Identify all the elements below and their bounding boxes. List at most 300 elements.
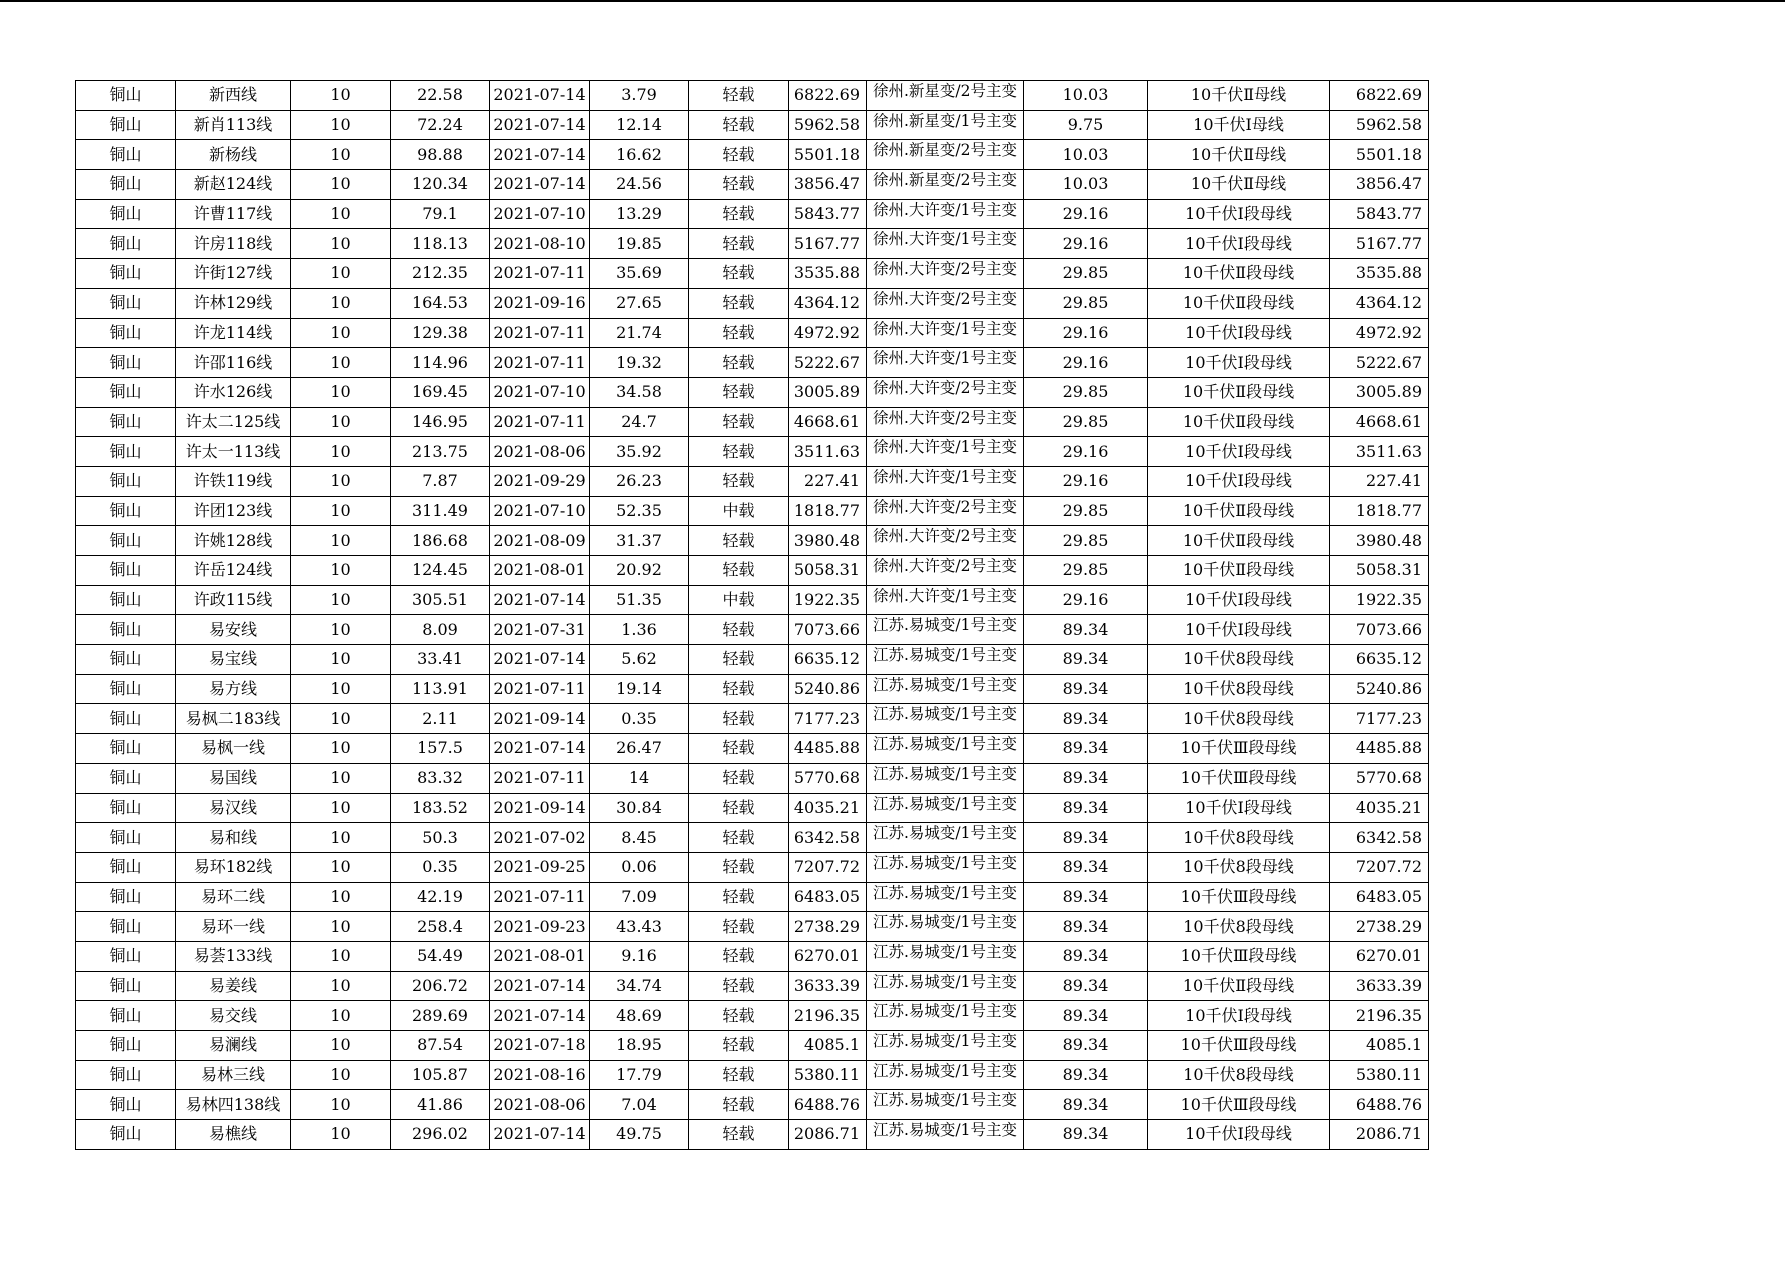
cell-line-name: 许街127线	[176, 259, 291, 289]
cell-transformer-rate: 89.34	[1024, 1090, 1148, 1120]
cell-load-status: 轻载	[689, 793, 789, 823]
cell-load-rate: 26.47	[590, 734, 689, 764]
cell-capacity: 5167.77	[789, 229, 867, 259]
cell-transformer-rate: 89.34	[1024, 1060, 1148, 1090]
cell-line-name: 易环二线	[176, 882, 291, 912]
cell-line-name: 易和线	[176, 823, 291, 853]
cell-load-value: 296.02	[391, 1120, 490, 1150]
cell-date: 2021-07-14	[490, 1120, 590, 1150]
cell-transformer-rate: 89.34	[1024, 734, 1148, 764]
cell-bus-section: 10千伏Ⅱ段母线	[1148, 496, 1330, 526]
cell-date: 2021-08-01	[490, 941, 590, 971]
table-row	[76, 140, 1429, 170]
cell-substation-transformer	[867, 585, 1024, 615]
cell-line-name: 易姜线	[176, 971, 291, 1001]
cell-voltage: 10	[291, 259, 391, 289]
cell-substation-transformer	[867, 199, 1024, 229]
cell-bus-section: 10千伏Ⅱ段母线	[1148, 377, 1330, 407]
cell-transformer-rate: 89.34	[1024, 704, 1148, 734]
cell-remaining-capacity: 5380.11	[1330, 1060, 1429, 1090]
cell-date: 2021-09-14	[490, 704, 590, 734]
table-row	[76, 1120, 1429, 1150]
cell-voltage: 10	[291, 1060, 391, 1090]
cell-bus-section: 10千伏Ⅱ段母线	[1148, 971, 1330, 1001]
cell-substation-transformer	[867, 466, 1024, 496]
cell-capacity: 3856.47	[789, 170, 867, 200]
cell-bus-section: 10千伏Ⅱ母线	[1148, 170, 1330, 200]
cell-district: 铜山	[76, 259, 176, 289]
cell-load-status: 轻载	[689, 823, 789, 853]
cell-load-status: 轻载	[689, 466, 789, 496]
cell-voltage: 10	[291, 1031, 391, 1061]
cell-load-rate: 26.23	[590, 466, 689, 496]
cell-text: 江苏.易城变/1号主变	[873, 853, 1018, 872]
table-row	[76, 229, 1429, 259]
cell-load-value: 83.32	[391, 763, 490, 793]
cell-district: 铜山	[76, 170, 176, 200]
cell-remaining-capacity: 6488.76	[1330, 1090, 1429, 1120]
cell-capacity: 5058.31	[789, 556, 867, 586]
cell-capacity: 2086.71	[789, 1120, 867, 1150]
cell-bus-section: 10千伏8段母线	[1148, 674, 1330, 704]
cell-date: 2021-07-31	[490, 615, 590, 645]
cell-substation-transformer	[867, 912, 1024, 942]
table-row	[76, 110, 1429, 140]
cell-load-value: 7.87	[391, 466, 490, 496]
cell-transformer-rate: 29.16	[1024, 199, 1148, 229]
table-row	[76, 852, 1429, 882]
cell-transformer-rate: 89.34	[1024, 971, 1148, 1001]
cell-load-value: 41.86	[391, 1090, 490, 1120]
cell-voltage: 10	[291, 318, 391, 348]
table-row	[76, 941, 1429, 971]
cell-load-status: 轻载	[689, 407, 789, 437]
cell-load-rate: 31.37	[590, 526, 689, 556]
cell-text: 徐州.大许变/2号主变	[873, 378, 1018, 397]
cell-bus-section: 10千伏8段母线	[1148, 912, 1330, 942]
cell-load-status: 轻载	[689, 704, 789, 734]
table-row	[76, 377, 1429, 407]
cell-capacity: 5380.11	[789, 1060, 867, 1090]
cell-capacity: 2738.29	[789, 912, 867, 942]
cell-transformer-rate: 89.34	[1024, 645, 1148, 675]
cell-remaining-capacity: 4364.12	[1330, 288, 1429, 318]
cell-load-value: 0.35	[391, 852, 490, 882]
cell-load-value: 124.45	[391, 556, 490, 586]
cell-load-status: 轻载	[689, 526, 789, 556]
cell-date: 2021-07-11	[490, 407, 590, 437]
cell-district: 铜山	[76, 81, 176, 111]
cell-voltage: 10	[291, 734, 391, 764]
cell-remaining-capacity: 3511.63	[1330, 437, 1429, 467]
cell-district: 铜山	[76, 585, 176, 615]
cell-district: 铜山	[76, 704, 176, 734]
table-body	[76, 81, 1429, 1150]
cell-remaining-capacity: 3005.89	[1330, 377, 1429, 407]
table-row	[76, 199, 1429, 229]
cell-district: 铜山	[76, 556, 176, 586]
cell-date: 2021-07-14	[490, 110, 590, 140]
cell-load-status: 轻载	[689, 941, 789, 971]
cell-substation-transformer	[867, 882, 1024, 912]
cell-district: 铜山	[76, 852, 176, 882]
cell-line-name: 许林129线	[176, 288, 291, 318]
cell-line-name: 易澜线	[176, 1031, 291, 1061]
cell-text: 徐州.大许变/2号主变	[873, 557, 1018, 575]
cell-load-value: 54.49	[391, 941, 490, 971]
cell-substation-transformer	[867, 615, 1024, 645]
cell-line-name: 新西线	[176, 81, 291, 111]
cell-load-value: 79.1	[391, 199, 490, 229]
cell-date: 2021-07-14	[490, 140, 590, 170]
cell-voltage: 10	[291, 526, 391, 556]
cell-district: 铜山	[76, 734, 176, 764]
cell-substation-transformer	[867, 496, 1024, 526]
cell-date: 2021-09-25	[490, 852, 590, 882]
cell-load-rate: 9.16	[590, 941, 689, 971]
table-row	[76, 734, 1429, 764]
cell-date: 2021-07-14	[490, 81, 590, 111]
table-row	[76, 704, 1429, 734]
cell-remaining-capacity: 4972.92	[1330, 318, 1429, 348]
cell-remaining-capacity: 7207.72	[1330, 852, 1429, 882]
cell-date: 2021-09-29	[490, 466, 590, 496]
cell-load-value: 183.52	[391, 793, 490, 823]
cell-capacity: 5501.18	[789, 140, 867, 170]
cell-remaining-capacity: 1818.77	[1330, 496, 1429, 526]
cell-load-value: 258.4	[391, 912, 490, 942]
cell-load-status: 轻载	[689, 674, 789, 704]
cell-capacity: 6822.69	[789, 81, 867, 111]
cell-load-value: 8.09	[391, 615, 490, 645]
cell-load-rate: 24.7	[590, 407, 689, 437]
cell-load-status: 轻载	[689, 615, 789, 645]
cell-text: 江苏.易城变/1号主变	[873, 972, 1018, 991]
table-row	[76, 466, 1429, 496]
cell-substation-transformer	[867, 259, 1024, 289]
cell-district: 铜山	[76, 1090, 176, 1120]
cell-capacity: 4035.21	[789, 793, 867, 823]
cell-load-rate: 19.85	[590, 229, 689, 259]
cell-text: 江苏.易城变/1号主变	[873, 1002, 1018, 1021]
cell-load-status: 轻载	[689, 259, 789, 289]
cell-substation-transformer	[867, 170, 1024, 200]
cell-substation-transformer	[867, 377, 1024, 407]
cell-substation-transformer	[867, 1120, 1024, 1150]
cell-district: 铜山	[76, 437, 176, 467]
cell-line-name: 易宝线	[176, 645, 291, 675]
cell-district: 铜山	[76, 912, 176, 942]
table-row	[76, 1060, 1429, 1090]
cell-bus-section: 10千伏Ⅱ段母线	[1148, 259, 1330, 289]
cell-bus-section: 10千伏Ⅲ段母线	[1148, 1031, 1330, 1061]
cell-line-name: 新肖113线	[176, 110, 291, 140]
cell-remaining-capacity: 6270.01	[1330, 941, 1429, 971]
cell-bus-section: 10千伏8段母线	[1148, 645, 1330, 675]
cell-line-name: 许岳124线	[176, 556, 291, 586]
cell-load-value: 120.34	[391, 170, 490, 200]
cell-substation-transformer	[867, 348, 1024, 378]
cell-load-status: 轻载	[689, 882, 789, 912]
cell-capacity: 6488.76	[789, 1090, 867, 1120]
cell-district: 铜山	[76, 318, 176, 348]
cell-load-value: 87.54	[391, 1031, 490, 1061]
cell-load-status: 轻载	[689, 645, 789, 675]
cell-load-rate: 1.36	[590, 615, 689, 645]
cell-substation-transformer	[867, 852, 1024, 882]
table-row	[76, 407, 1429, 437]
cell-substation-transformer	[867, 318, 1024, 348]
cell-remaining-capacity: 3535.88	[1330, 259, 1429, 289]
cell-text: 江苏.易城变/1号主变	[873, 883, 1018, 902]
cell-bus-section: 10千伏8段母线	[1148, 852, 1330, 882]
cell-voltage: 10	[291, 941, 391, 971]
cell-voltage: 10	[291, 407, 391, 437]
cell-load-status: 轻载	[689, 1031, 789, 1061]
cell-load-status: 轻载	[689, 1001, 789, 1031]
cell-capacity: 5962.58	[789, 110, 867, 140]
cell-remaining-capacity: 4085.1	[1330, 1031, 1429, 1061]
cell-text: 徐州.新星变/2号主变	[873, 82, 1018, 100]
cell-load-value: 164.53	[391, 288, 490, 318]
cell-substation-transformer	[867, 941, 1024, 971]
cell-capacity: 227.41	[789, 466, 867, 496]
cell-substation-transformer	[867, 793, 1024, 823]
cell-load-rate: 35.92	[590, 437, 689, 467]
cell-text: 徐州.大许变/2号主变	[873, 527, 1018, 546]
feeder-load-table	[75, 80, 1429, 1150]
cell-substation-transformer	[867, 971, 1024, 1001]
cell-capacity: 5240.86	[789, 674, 867, 704]
cell-remaining-capacity: 2738.29	[1330, 912, 1429, 942]
cell-capacity: 1922.35	[789, 585, 867, 615]
cell-transformer-rate: 89.34	[1024, 763, 1148, 793]
cell-capacity: 4485.88	[789, 734, 867, 764]
cell-transformer-rate: 89.34	[1024, 793, 1148, 823]
cell-load-value: 72.24	[391, 110, 490, 140]
cell-bus-section: 10千伏Ⅰ段母线	[1148, 466, 1330, 496]
cell-capacity: 1818.77	[789, 496, 867, 526]
cell-substation-transformer	[867, 763, 1024, 793]
cell-substation-transformer	[867, 1060, 1024, 1090]
cell-load-value: 50.3	[391, 823, 490, 853]
cell-date: 2021-07-11	[490, 348, 590, 378]
cell-bus-section: 10千伏Ⅲ段母线	[1148, 1090, 1330, 1120]
cell-date: 2021-07-11	[490, 259, 590, 289]
table-row	[76, 823, 1429, 853]
cell-text: 江苏.易城变/1号主变	[873, 942, 1018, 961]
cell-text: 江苏.易城变/1号主变	[873, 1061, 1018, 1080]
cell-voltage: 10	[291, 170, 391, 200]
table-row	[76, 556, 1429, 586]
cell-remaining-capacity: 3633.39	[1330, 971, 1429, 1001]
cell-load-status: 中载	[689, 585, 789, 615]
cell-voltage: 10	[291, 140, 391, 170]
cell-text: 徐州.大许变/2号主变	[873, 497, 1018, 516]
cell-capacity: 4972.92	[789, 318, 867, 348]
cell-district: 铜山	[76, 1120, 176, 1150]
cell-date: 2021-07-14	[490, 170, 590, 200]
cell-date: 2021-07-18	[490, 1031, 590, 1061]
cell-load-rate: 19.14	[590, 674, 689, 704]
table-row	[76, 585, 1429, 615]
cell-line-name: 许水126线	[176, 377, 291, 407]
cell-bus-section: 10千伏Ⅰ段母线	[1148, 585, 1330, 615]
cell-capacity: 3511.63	[789, 437, 867, 467]
cell-date: 2021-07-14	[490, 734, 590, 764]
cell-district: 铜山	[76, 823, 176, 853]
table-row	[76, 318, 1429, 348]
table-row	[76, 437, 1429, 467]
cell-load-rate: 8.45	[590, 823, 689, 853]
cell-bus-section: 10千伏Ⅱ段母线	[1148, 288, 1330, 318]
cell-district: 铜山	[76, 348, 176, 378]
cell-district: 铜山	[76, 140, 176, 170]
cell-load-value: 42.19	[391, 882, 490, 912]
cell-transformer-rate: 29.16	[1024, 437, 1148, 467]
cell-bus-section: 10千伏Ⅰ段母线	[1148, 793, 1330, 823]
cell-date: 2021-07-14	[490, 971, 590, 1001]
cell-load-rate: 34.58	[590, 377, 689, 407]
cell-remaining-capacity: 4668.61	[1330, 407, 1429, 437]
cell-transformer-rate: 10.03	[1024, 140, 1148, 170]
cell-load-rate: 13.29	[590, 199, 689, 229]
cell-line-name: 许铁119线	[176, 466, 291, 496]
cell-bus-section: 10千伏Ⅰ段母线	[1148, 615, 1330, 645]
cell-load-status: 轻载	[689, 734, 789, 764]
cell-transformer-rate: 89.34	[1024, 615, 1148, 645]
cell-load-value: 157.5	[391, 734, 490, 764]
cell-substation-transformer	[867, 437, 1024, 467]
cell-capacity: 6342.58	[789, 823, 867, 853]
cell-text: 江苏.易城变/1号主变	[873, 675, 1018, 694]
cell-substation-transformer	[867, 229, 1024, 259]
cell-text: 徐州.大许变/1号主变	[873, 230, 1018, 249]
cell-district: 铜山	[76, 407, 176, 437]
cell-load-rate: 12.14	[590, 110, 689, 140]
cell-transformer-rate: 89.34	[1024, 674, 1148, 704]
cell-voltage: 10	[291, 556, 391, 586]
cell-date: 2021-07-10	[490, 377, 590, 407]
cell-load-value: 311.49	[391, 496, 490, 526]
cell-voltage: 10	[291, 793, 391, 823]
cell-remaining-capacity: 227.41	[1330, 466, 1429, 496]
cell-district: 铜山	[76, 466, 176, 496]
cell-bus-section: 10千伏Ⅱ段母线	[1148, 556, 1330, 586]
cell-load-value: 22.58	[391, 81, 490, 111]
table-row	[76, 348, 1429, 378]
cell-line-name: 易枫一线	[176, 734, 291, 764]
cell-bus-section: 10千伏Ⅰ段母线	[1148, 1001, 1330, 1031]
cell-text: 徐州.大许变/1号主变	[873, 586, 1018, 605]
cell-capacity: 7073.66	[789, 615, 867, 645]
cell-district: 铜山	[76, 526, 176, 556]
cell-remaining-capacity: 7073.66	[1330, 615, 1429, 645]
cell-remaining-capacity: 2086.71	[1330, 1120, 1429, 1150]
cell-substation-transformer	[867, 526, 1024, 556]
cell-load-rate: 14	[590, 763, 689, 793]
table-row	[76, 615, 1429, 645]
cell-text: 徐州.大许变/1号主变	[873, 349, 1018, 368]
cell-bus-section: 10千伏8段母线	[1148, 823, 1330, 853]
cell-bus-section: 10千伏Ⅱ段母线	[1148, 526, 1330, 556]
cell-transformer-rate: 89.34	[1024, 1001, 1148, 1031]
cell-capacity: 7207.72	[789, 852, 867, 882]
cell-load-value: 186.68	[391, 526, 490, 556]
cell-load-status: 轻载	[689, 437, 789, 467]
cell-bus-section: 10千伏Ⅲ段母线	[1148, 882, 1330, 912]
cell-text: 江苏.易城变/1号主变	[873, 794, 1018, 813]
cell-capacity: 2196.35	[789, 1001, 867, 1031]
cell-date: 2021-07-14	[490, 1001, 590, 1031]
cell-text: 徐州.大许变/1号主变	[873, 200, 1018, 219]
cell-load-status: 轻载	[689, 348, 789, 378]
cell-capacity: 5222.67	[789, 348, 867, 378]
cell-substation-transformer	[867, 823, 1024, 853]
cell-date: 2021-08-06	[490, 1090, 590, 1120]
cell-bus-section: 10千伏Ⅲ段母线	[1148, 734, 1330, 764]
table-row	[76, 793, 1429, 823]
cell-line-name: 许邵116线	[176, 348, 291, 378]
cell-voltage: 10	[291, 1090, 391, 1120]
cell-voltage: 10	[291, 199, 391, 229]
cell-load-value: 305.51	[391, 585, 490, 615]
cell-date: 2021-07-11	[490, 763, 590, 793]
cell-load-value: 169.45	[391, 377, 490, 407]
cell-voltage: 10	[291, 585, 391, 615]
cell-line-name: 新杨线	[176, 140, 291, 170]
cell-transformer-rate: 89.34	[1024, 1031, 1148, 1061]
cell-load-rate: 0.06	[590, 852, 689, 882]
cell-substation-transformer	[867, 674, 1024, 704]
cell-capacity: 3633.39	[789, 971, 867, 1001]
cell-bus-section: 10千伏Ⅰ段母线	[1148, 1120, 1330, 1150]
cell-load-value: 213.75	[391, 437, 490, 467]
cell-bus-section: 10千伏8段母线	[1148, 1060, 1330, 1090]
cell-voltage: 10	[291, 704, 391, 734]
cell-bus-section: 10千伏Ⅰ母线	[1148, 110, 1330, 140]
cell-voltage: 10	[291, 288, 391, 318]
cell-load-rate: 30.84	[590, 793, 689, 823]
cell-transformer-rate: 29.85	[1024, 407, 1148, 437]
cell-text: 徐州.大许变/2号主变	[873, 260, 1018, 279]
table-row	[76, 81, 1429, 111]
cell-load-status: 轻载	[689, 912, 789, 942]
cell-capacity: 6483.05	[789, 882, 867, 912]
cell-load-status: 轻载	[689, 971, 789, 1001]
cell-load-rate: 16.62	[590, 140, 689, 170]
cell-line-name: 易环一线	[176, 912, 291, 942]
cell-load-rate: 48.69	[590, 1001, 689, 1031]
cell-load-rate: 24.56	[590, 170, 689, 200]
cell-district: 铜山	[76, 763, 176, 793]
cell-voltage: 10	[291, 437, 391, 467]
cell-text: 江苏.易城变/1号主变	[873, 913, 1018, 932]
cell-text: 江苏.易城变/1号主变	[873, 1091, 1018, 1110]
cell-bus-section: 10千伏Ⅰ段母线	[1148, 199, 1330, 229]
cell-voltage: 10	[291, 348, 391, 378]
cell-transformer-rate: 29.16	[1024, 348, 1148, 378]
cell-line-name: 许团123线	[176, 496, 291, 526]
cell-transformer-rate: 89.34	[1024, 941, 1148, 971]
table-row	[76, 1031, 1429, 1061]
cell-substation-transformer	[867, 407, 1024, 437]
cell-line-name: 易交线	[176, 1001, 291, 1031]
cell-transformer-rate: 29.16	[1024, 229, 1148, 259]
cell-substation-transformer	[867, 556, 1024, 586]
cell-line-name: 易林三线	[176, 1060, 291, 1090]
cell-substation-transformer	[867, 288, 1024, 318]
